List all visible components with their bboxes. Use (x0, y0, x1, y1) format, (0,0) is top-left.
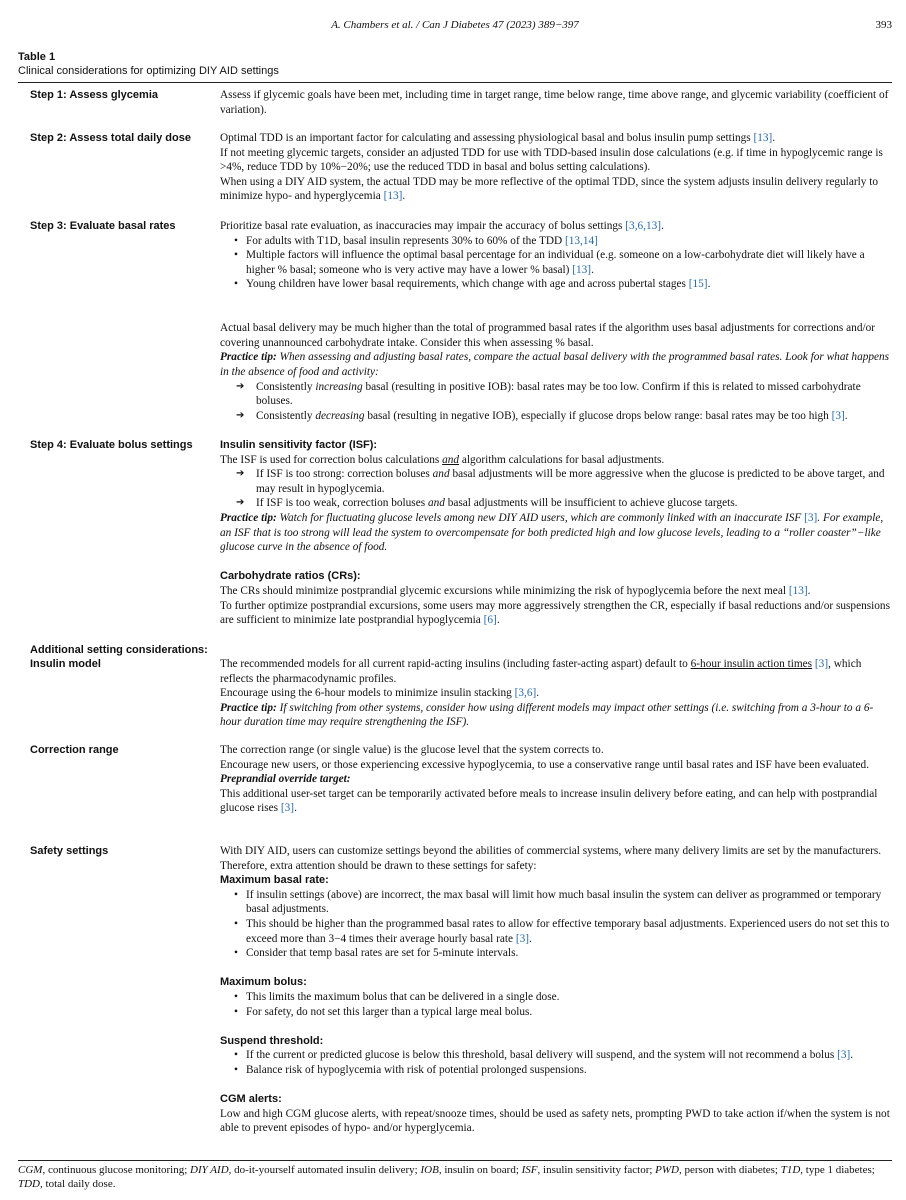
correction-paragraph: Encourage new users, or those experiencing excessive hypoglycemia, to use a conservative range until basal rates and ISF have been evaluated. (220, 758, 870, 771)
max-basal-heading: Maximum basal rate: (220, 874, 329, 887)
step1-text: Assess if glycemic goals have been met, including time in target range, time below range, time above range, and glycemic variability (coefficient of variation). (220, 89, 889, 116)
citation-link[interactable]: [3] (831, 409, 845, 422)
text-span: . For example, an ISF that is too strong will lead the system to overcompensate for both predicted high and low glucose levels, leading to a “roller coaster”−like glucose curve in the absence of food. (220, 511, 884, 554)
citation-link[interactable]: [3] (515, 932, 530, 945)
insulin-model-paragraph: Encourage using the 6-hour models to minimize insulin stacking [3,6]. (220, 687, 540, 700)
text-span: The recommended models for all current rapid-acting insulins (including faster-acting aspart) default to (220, 658, 688, 670)
text-span: basal (resulting in positive IOB): basal rates may be too low. Confirm if this is related to missed carbohydrate boluses. (256, 380, 861, 408)
list-item (220, 888, 892, 917)
step2-p1: Optimal TDD is an important factor for calculating and assessing physiological basal and bolus insulin pump settings (220, 132, 751, 144)
text-span: algorithm calculations for basal adjustments. (461, 453, 665, 466)
text-span: The CRs should minimize postprandial glycemic excursions while minimizing the risk of hypoglycemia before the next meal (220, 584, 786, 597)
correction-range-content (220, 743, 892, 816)
step3-paragraph: Prioritize basal rate evaluation, as inaccuracies may impair the accuracy of bolus settings [3,6,13]. (220, 220, 664, 232)
step2-label: Step 2: Assess total daily dose (30, 132, 191, 144)
practice-tip-label: Practice tip: (220, 701, 277, 714)
cgm-alerts-text: Low and high CGM glucose alerts, with repeat/snooze times, should be used as safety nets, prompting PWD to take action if/when the system is not able to prevent episodes of hypo- and/or hyperglycemia. (220, 1107, 890, 1135)
citation-link[interactable]: [13] (572, 263, 592, 276)
additional-label: Additional setting considerations: (30, 644, 208, 656)
table-footnote (18, 1163, 892, 1191)
citation-link[interactable]: [3] (837, 1049, 851, 1062)
practice-tip-label: Practice tip: (220, 351, 277, 364)
citation-link[interactable]: [13] (753, 132, 773, 144)
list-item: • Young children have lower basal requirements, which change with age and across pubertal stages [15]. (234, 278, 711, 291)
list-item-text: This limits the maximum bolus that can be delivered in a single dose. (246, 990, 560, 1003)
bullet-icon: • (234, 1063, 238, 1076)
citation-link[interactable]: [15] (688, 278, 708, 291)
cgm-alerts-heading: CGM alerts: (220, 1093, 282, 1106)
footnote-abbr: TDD (18, 1178, 41, 1190)
step2-paragraph: When using a DIY AID system, the actual TDD may be more reflective of the optimal TDD, since the system adjusts insulin delivery regularly to minimize hypo- and hyperglycemia [13]. (220, 175, 878, 203)
footnote-def: , type 1 diabetes; (800, 1164, 875, 1176)
table-title (18, 50, 279, 78)
practice-tip (220, 511, 892, 555)
practice-tip-label: Practice tip: (220, 511, 277, 524)
emphasis: and (427, 497, 445, 510)
text-span: basal adjustments will be more aggressive when the glucose is predicted to be above target, and may result in hypoglycemia. (256, 468, 885, 495)
arrow-icon: ➔ (236, 380, 245, 392)
bullet-icon: • (234, 990, 238, 1003)
insulin-model-label: Insulin model (30, 658, 101, 670)
cr-heading: Carbohydrate ratios (CRs): (220, 570, 361, 583)
step1-content (220, 88, 892, 117)
step2-content (220, 131, 892, 204)
list-item-text: For adults with T1D, basal insulin represents 30% to 60% of the TDD (246, 234, 563, 247)
footnote-abbr: PWD (655, 1164, 679, 1176)
list-item-text: Consider that temp basal rates are set for 5-minute intervals. (246, 947, 519, 960)
list-item (220, 467, 892, 496)
citation-link[interactable]: [3] (280, 802, 295, 815)
footnote-def: , total daily dose. (40, 1178, 116, 1190)
override-heading-text: Preprandial override target: (220, 773, 351, 786)
list-item (220, 990, 892, 1005)
list-item (220, 234, 892, 249)
bullet-icon: • (234, 1049, 238, 1062)
footnote-abbr: DIY AID (190, 1164, 229, 1176)
step3-p1: Prioritize basal rate evaluation, as inaccuracies may impair the accuracy of bolus settings (220, 220, 623, 232)
list-item-text: Young children have lower basal requirements, which change with age and across pubertal stages (246, 278, 686, 291)
table-bottom-rule (18, 1160, 892, 1161)
citation-link[interactable]: [3,6] (514, 687, 537, 700)
text-span: basal adjustments will be insufficient to achieve glucose targets. (447, 497, 738, 510)
text-span: , which reflects the pharmacodynamic profiles. (220, 658, 862, 685)
list-item: • This should be higher than the programmed basal rates to allow for effective temporary basal adjustments. Experienced users do not set this to exceed more than 3−4 times their average hourly basal rate [3]. (234, 917, 890, 945)
list-item: • If the current or predicted glucose is below this threshold, basal delivery will suspend, and the system will not recommend a bolus [3]. (234, 1049, 854, 1062)
table-caption: Clinical considerations for optimizing DIY AID settings (18, 65, 279, 77)
citation-link[interactable]: [3] (804, 511, 818, 524)
emphasis: and (442, 453, 460, 466)
insulin-model-content (220, 657, 892, 730)
safety-intro: With DIY AID, users can customize settings beyond the abilities of commercial systems, where many delivery limits are set by the manufacturers. Therefore, extra attention should be drawn to these settings for safety: (220, 845, 882, 872)
list-item-text: This should be higher than the programmed basal rates to allow for effective temporary basal adjustments. Experienced users do not set this to exceed more than 3−4 times their average hourly basal rate (246, 917, 890, 945)
correction-range-label: Correction range (30, 744, 119, 756)
citation-link[interactable]: [6] (483, 614, 497, 627)
list-item (220, 946, 892, 961)
footnote-abbr: ISF (521, 1164, 538, 1176)
footnote-def: , person with diabetes; (679, 1164, 781, 1176)
text-span: If ISF is too weak, correction boluses (256, 497, 426, 510)
citation-link[interactable]: [3] (814, 658, 829, 670)
step2-p3: When using a DIY AID system, the actual TDD may be more reflective of the optimal TDD, since the system adjusts insulin delivery regularly to minimize hypo- and hyperglycemia (220, 175, 878, 203)
footnote-def: , continuous glucose monitoring; (42, 1164, 191, 1176)
isf-paragraph (220, 453, 892, 468)
table-label: Table 1 (18, 51, 56, 63)
bullet-icon: • (234, 917, 238, 930)
max-bolus-heading: Maximum bolus: (220, 976, 307, 989)
arrow-icon: ➔ (236, 409, 245, 421)
practice-tip-text: If switching from other systems, consider how using different models may impact other settings (i.e. switching from a 3-hour to a 6-hour duration time may require strengthening the ISF). (220, 701, 874, 729)
emphasis: increasing (315, 380, 363, 393)
footnote-def: , do-it-yourself automated insulin delivery; (228, 1164, 421, 1176)
footnote-def: , insulin on board; (438, 1164, 522, 1176)
bullet-icon: • (234, 888, 238, 901)
practice-tip-text: When assessing and adjusting basal rates, compare the actual basal delivery with the programmed basal rates. Look for what happens in the absence of food and activity: (220, 351, 890, 378)
step3-label: Step 3: Evaluate basal rates (30, 220, 176, 232)
page-number: 393 (875, 19, 892, 31)
correction-paragraph: This additional user-set target can be temporarily activated before meals to increase insulin delivery before eating, and can help with postprandial glucose rises [3]. (220, 787, 878, 815)
correction-paragraph: The correction range (or single value) is the glucose level that the system corrects to. (220, 744, 604, 756)
cr-paragraph: The CRs should minimize postprandial glycemic excursions while minimizing the risk of hypoglycemia before the next meal [13]. (220, 584, 811, 597)
arrow-icon: ➔ (236, 468, 245, 480)
bullet-icon: • (234, 234, 238, 247)
step3-paragraph: Actual basal delivery may be much higher than the total of programmed basal rates if the algorithm uses basal adjustments for corrections and/or covering unannounced carbohydrate intake. Consider this when assessing % basal. (220, 322, 876, 349)
citation-link[interactable]: [13] (383, 190, 403, 203)
citation-link[interactable]: [13,14] (565, 234, 598, 247)
citation-link[interactable]: [13] (788, 584, 808, 597)
list-item-text: Multiple factors will influence the optimal basal percentage for an individual (e.g. someone on a low-carbohydrate diet will likely have a higher % basal; someone who is very active may have a lower % basal) (246, 249, 865, 276)
footnote-abbr: CGM (18, 1164, 43, 1176)
list-item: • Multiple factors will influence the optimal basal percentage for an individual (e.g. someone on a low-carbohydrate diet will likely have a higher % basal; someone who is very active may have a lower % basal) [13]. (234, 249, 865, 276)
text-span: This additional user-set target can be temporarily activated before meals to increase insulin delivery before eating, and can help with postprandial glucose rises (220, 787, 878, 815)
emphasis: decreasing (315, 409, 365, 422)
step4-label: Step 4: Evaluate bolus settings (30, 439, 193, 451)
list-item-text: If insulin settings (above) are incorrect, the max basal will limit how much basal insulin the system can deliver as programmed or temporary basal adjustments. (246, 888, 882, 916)
text-span: To further optimize postprandial excursions, some users may more aggressively strengthen the CR, especially if basal reductions and/or suspensions are sufficient to minimize late postprandial hypoglycemia (220, 599, 890, 627)
text-span: If ISF is too strong: correction boluses (256, 468, 430, 481)
practice-tip (220, 350, 892, 379)
emphasis: and (432, 468, 450, 481)
bullet-icon: • (234, 278, 238, 291)
underlined-text: 6-hour insulin action times (690, 658, 813, 670)
isf-heading: Insulin sensitivity factor (ISF): (220, 439, 378, 451)
list-item (220, 1063, 892, 1078)
list-item-text: For safety, do not set this larger than a typical large meal bolus. (246, 1005, 533, 1018)
list-item (220, 380, 892, 409)
practice-tip (220, 701, 892, 730)
step4-content (220, 438, 892, 628)
running-header (18, 18, 892, 34)
footnote-abbr: T1D (780, 1164, 801, 1176)
arrow-icon: ➔ (236, 497, 245, 509)
text-span: Encourage using the 6-hour models to minimize insulin stacking (220, 687, 512, 700)
text-span: Watch for fluctuating glucose levels among new DIY AID users, which are commonly linked with an inaccurate ISF (279, 511, 802, 524)
citation-link[interactable]: [3,6,13] (625, 220, 662, 232)
bullet-icon: • (234, 249, 238, 262)
footnote-def: , insulin sensitivity factor; (537, 1164, 656, 1176)
bullet-icon: • (234, 947, 238, 960)
list-item: ➔ Consistently decreasing basal (resulting in negative IOB), especially if glucose drops below range: basal rates may be too high [3]. (236, 409, 848, 422)
list-item-text: If the current or predicted glucose is below this threshold, basal delivery will suspend, and the system will not recommend a bolus (246, 1049, 835, 1062)
override-heading (220, 772, 892, 787)
text-span: Consistently (256, 380, 313, 393)
step2-paragraph: If not meeting glycemic targets, consider an adjusted TDD for use with TDD-based insulin dose calculations (e.g. if time in hypoglycemic range is >4%, reduce TDD by 10%−20%; use the reduced TDD in basal and bolus setting calculations). (220, 146, 883, 174)
text-span: Consistently (256, 409, 313, 422)
bullet-icon: • (234, 1005, 238, 1018)
step2-paragraph: Optimal TDD is an important factor for calculating and assessing physiological basal and bolus insulin pump settings [13]. (220, 132, 776, 144)
suspend-heading: Suspend threshold: (220, 1034, 324, 1047)
list-item-text: Balance risk of hypoglycemia with risk of potential prolonged suspensions. (246, 1063, 587, 1076)
safety-settings-content (220, 844, 892, 1136)
text-span: basal (resulting in negative IOB), especially if glucose drops below range: basal rates may be too high (367, 409, 829, 422)
safety-settings-label: Safety settings (30, 845, 109, 857)
step3-content (220, 219, 892, 423)
insulin-model-paragraph (220, 657, 892, 686)
text-span: The ISF is used for correction bolus calculations (220, 453, 440, 466)
step1-label: Step 1: Assess glycemia (30, 89, 158, 101)
list-item (220, 496, 892, 511)
footnote-abbr: IOB (420, 1164, 439, 1176)
list-item (220, 1005, 892, 1020)
cr-paragraph: To further optimize postprandial excursions, some users may more aggressively strengthen the CR, especially if basal reductions and/or suspensions are sufficient to minimize late postprandial hypoglycemia [6]. (220, 599, 890, 627)
journal-citation: A. Chambers et al. / Can J Diabetes 47 (2023) 389−397 (331, 19, 579, 31)
table-top-rule (18, 82, 892, 83)
